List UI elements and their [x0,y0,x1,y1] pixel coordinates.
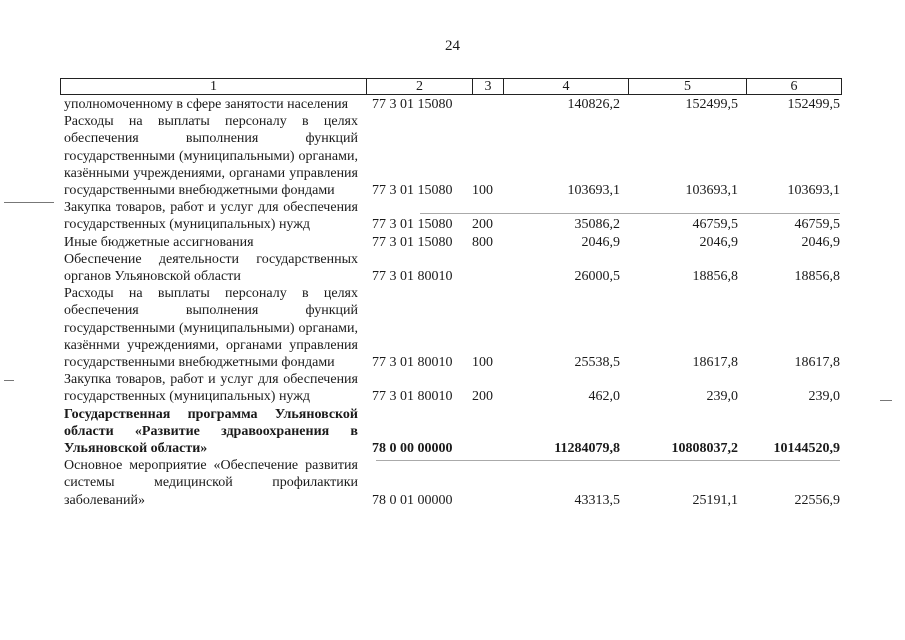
row-value-6: 239,0 [808,389,840,405]
row-type: 100 [472,355,493,371]
header-col-1: 1 [61,79,367,94]
header-col-4: 4 [504,79,629,94]
scan-mark [880,400,892,401]
row-value-6: 152499,5 [787,97,840,112]
row-code: 78 0 00 00000 [372,441,453,457]
row-value-4: 103693,1 [567,183,620,199]
budget-table [60,96,842,509]
row-value-5: 18856,8 [692,269,738,285]
row-value-5: 239,0 [706,389,738,405]
row-code: 77 3 01 15080 [372,183,453,199]
table-row [60,285,842,371]
row-value-6: 22556,9 [794,492,840,508]
row-value-5: 25191,1 [692,492,738,508]
row-type: 800 [472,234,493,250]
scan-mark [376,460,840,461]
table-row [60,199,842,233]
row-code: 77 3 01 15080 [372,97,453,112]
row-value-6: 46759,5 [794,217,840,233]
row-name: Основное мероприятие «Обеспечение развития системы медицинской профилактики заболеваний» [64,458,358,508]
header-col-6: 6 [790,79,798,94]
header-col-5: 5 [629,79,747,94]
row-name: уполномоченному в сфере занятости населения [64,97,349,112]
row-name: Иные бюджетные ассигнования [64,234,254,250]
table-row [60,234,842,251]
scan-mark [4,380,14,381]
row-code: 78 0 01 00000 [372,492,453,508]
row-value-5: 46759,5 [692,217,738,233]
row-name: Государственная программа Ульяновской области «Развитие здравоохранения в Ульяновской области» [64,406,358,457]
row-name: Закупка товаров, работ и услуг для обеспечения государственных (муниципальных) нужд [64,372,358,405]
row-name: Закупка товаров, работ и услуг для обеспечения государственных (муниципальных) нужд [64,200,358,233]
row-name: Расходы на выплаты персоналу в целях обеспечения выполнения функций государственными (муниципальными) органами, казёнными учреждениями, органами управления государственными внебюджетными фондами [64,114,358,199]
row-value-4: 462,0 [588,389,620,405]
row-value-4: 43313,5 [574,492,620,508]
table-row [60,113,842,199]
row-value-6: 18617,8 [794,355,840,371]
row-value-6: 103693,1 [787,183,840,199]
row-type: 200 [472,389,493,405]
row-value-5: 103693,1 [685,183,738,199]
row-value-5: 10808037,2 [671,441,738,457]
scan-mark [4,202,54,203]
row-value-5: 152499,5 [685,97,738,112]
table-row [60,371,842,405]
row-type [472,96,503,113]
row-value-4: 2046,9 [581,234,620,250]
row-type [472,457,503,509]
row-value-4: 11284079,8 [554,441,620,457]
page-number: 24 [445,38,460,54]
row-type [472,251,503,285]
row-code: 77 3 01 15080 [372,217,453,233]
table-row [60,406,842,458]
header-col-2: 2 [367,79,473,94]
row-value-4: 25538,5 [574,355,620,371]
row-code: 77 3 01 80010 [372,389,453,405]
row-value-6: 10144520,9 [773,441,840,457]
table-row [60,251,842,285]
header-col-3: 3 [473,79,504,94]
row-value-6: 18856,8 [794,269,840,285]
budget-table-body [60,96,842,509]
table-row [60,457,842,509]
row-value-5: 2046,9 [699,234,738,250]
row-type: 100 [472,183,493,199]
scan-mark [420,213,840,214]
row-value-4: 26000,5 [574,269,620,285]
row-value-5: 18617,8 [692,355,738,371]
row-type: 200 [472,217,493,233]
row-name: Обеспечение деятельности государственных органов Ульяновской области [64,251,358,285]
row-type [472,406,503,458]
table-row [60,96,842,113]
table-header [60,78,842,95]
row-code: 77 3 01 80010 [372,355,453,371]
row-value-4: 35086,2 [574,217,620,233]
row-code: 77 3 01 15080 [372,234,453,250]
row-name: Расходы на выплаты персоналу в целях обеспечения выполнения функций государственными (муниципальными) органами, казённми учреждениями, органами управления государственными внебюджетными фондами [64,286,358,371]
row-value-6: 2046,9 [801,234,840,250]
row-code: 77 3 01 80010 [372,269,453,285]
row-value-4: 140826,2 [567,97,620,112]
